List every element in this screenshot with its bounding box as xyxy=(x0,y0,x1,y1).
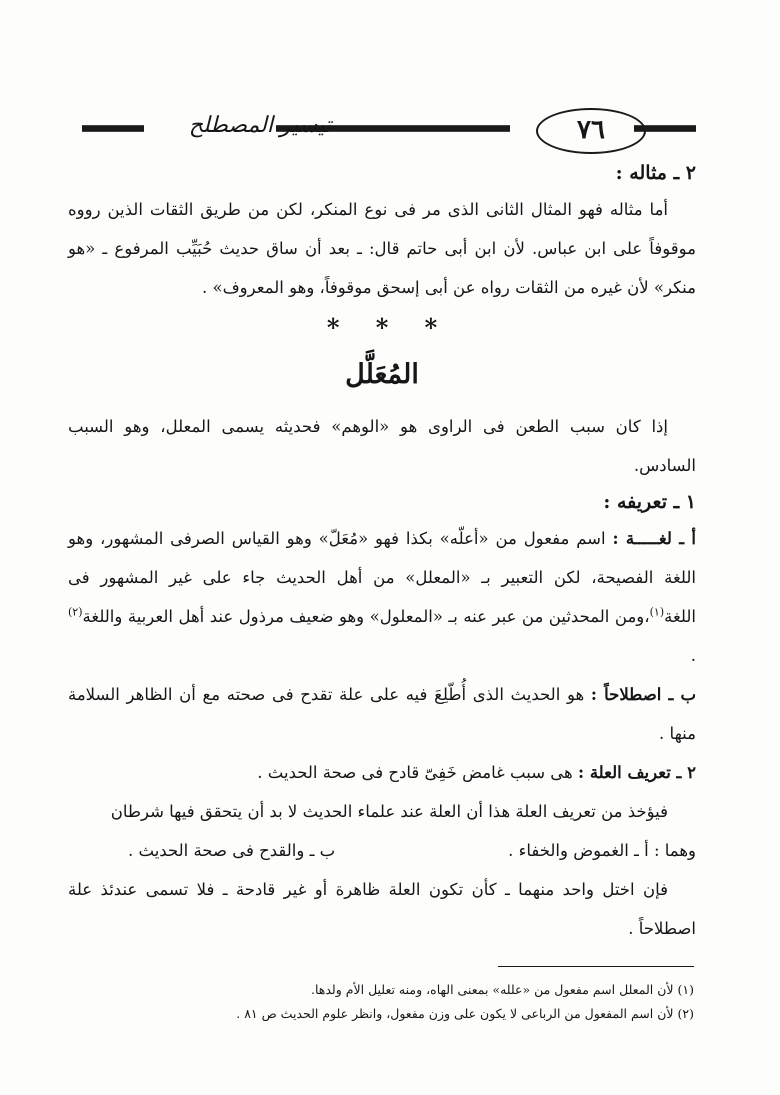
conditions-list xyxy=(68,831,696,870)
running-title: تيسير المصطلح xyxy=(188,113,332,138)
illness-heading: ٢ ـ تعريف العلة : xyxy=(578,763,696,782)
example-paragraph: أما مثاله فهو المثال الثانى الذى مر فى نوع المنكر، لكن من طريق الثقات الذين رووه موقوفاً على ابن عباس. لأن ابن أبى حاتم قال: ـ بعد أن ساق حديث حُبَيِّب المرفوع ـ «هو منكر» لأن غيره من الثقات رواه عن أبى إسحق موقوفاً، وهو المعروف» . xyxy=(68,200,696,297)
page-number: ٧٦ xyxy=(536,108,646,154)
definition-linguistic xyxy=(68,519,696,675)
illness-paragraph: فيؤخذ من تعريف العلة هذا أن العلة عند علماء الحديث لا بد أن يتحقق فيها شرطان xyxy=(110,802,668,821)
footnotes xyxy=(94,978,694,1026)
condition-a: وهما : أ ـ الغموض والخفاء . xyxy=(508,841,696,860)
linguistic-label: أ ـ لغـــــة : xyxy=(612,529,697,548)
section-intro: إذا كان سبب الطعن فى الراوى هو «الوهم» فحديثه يسمى المعلل، وهو السبب السادس. xyxy=(68,417,696,475)
page-body xyxy=(68,156,696,948)
definition-technical xyxy=(68,675,696,753)
illness-definition xyxy=(68,753,696,792)
linguistic-text-2: ،ومن المحدثين من عبر عنه بـ «المعلول» وهو ضعيف مرذول عند أهل العربية واللغة xyxy=(82,607,650,626)
running-header xyxy=(60,104,696,154)
section-title: المُعَلَّل xyxy=(345,359,419,390)
section-separator: * * * xyxy=(326,313,438,342)
linguistic-text-3: . xyxy=(690,646,696,665)
technical-label: ب ـ اصطلاحاً : xyxy=(590,685,696,704)
technical-text: هو الحديث الذى أُطّلِعَ فيه على علة تقدح فى صحته مع أن الظاهر السلامة منها . xyxy=(68,685,696,743)
definition-heading: ١ ـ تعريفه : xyxy=(603,491,696,513)
footnote-rule xyxy=(498,966,694,967)
condition-b: ب ـ والقدح فى صحة الحديث . xyxy=(128,841,336,860)
footnote-ref-2[interactable]: (٢) xyxy=(68,605,83,619)
example-heading: ٢ ـ مثاله : xyxy=(615,162,696,184)
footnote-ref-1[interactable]: (١) xyxy=(649,605,665,619)
footnote-1: (١) لأن المعلل اسم مفعول من «علله» بمعنى الهاه، ومنه تعليل الأم ولدها. xyxy=(311,982,694,997)
illness-closing: فإن اختل واحد منهما ـ كأن تكون العلة ظاهرة أو غير قادحة ـ فلا تسمى عندئذ علة اصطلاحاً . xyxy=(68,880,696,938)
footnote-2: (٢) لأن اسم المفعول من الرباعى لا يكون على وزن مفعول، وانظر علوم الحديث ص ٨١ . xyxy=(236,1006,694,1021)
header-rule-left xyxy=(82,125,144,132)
illness-definition-text: هى سبب غامض خَفِىّ قادح فى صحة الحديث . xyxy=(257,763,573,782)
linguistic-text-1: اسم مفعول من «أعلّه» بكذا فهو «مُعَلّ» وهو القياس الصرفى المشهور، وهو اللغة الفصيحة، لكن التعبير بـ «المعلل» من أهل الحديث جاء على غير المشهور فى اللغة xyxy=(68,529,696,626)
